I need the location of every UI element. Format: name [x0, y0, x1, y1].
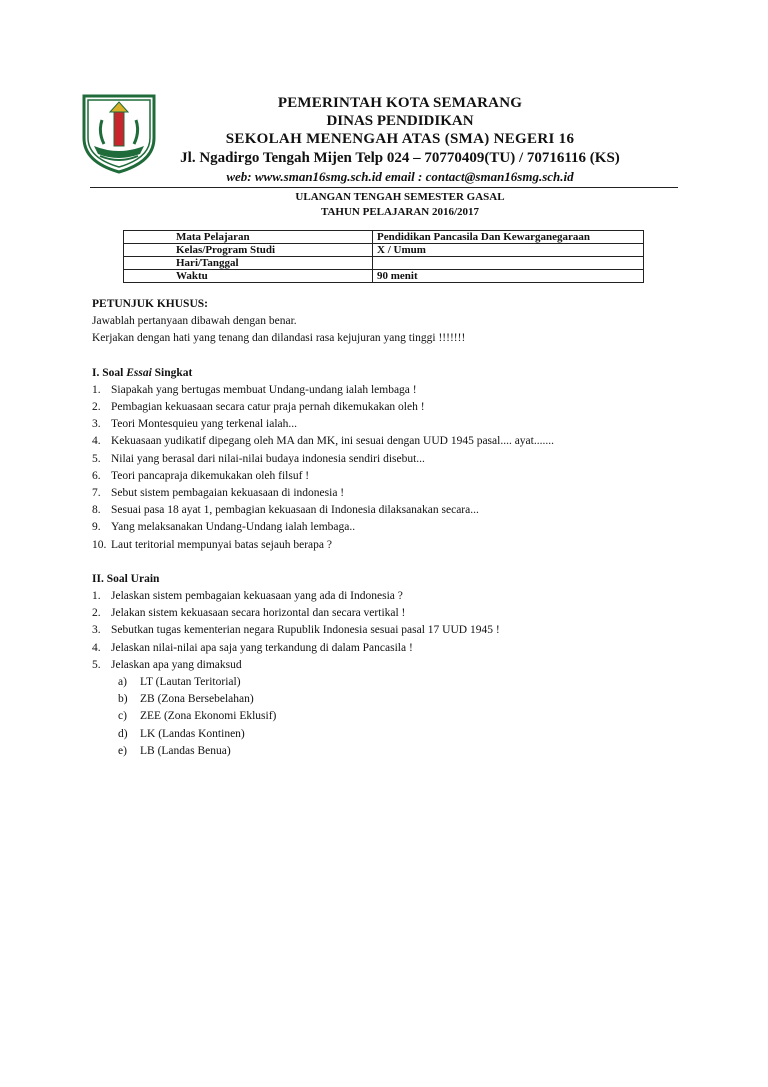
list-item — [92, 485, 692, 502]
list-item — [92, 708, 692, 725]
subitem-text: LB (Landas Benua) — [140, 744, 231, 757]
table-row — [124, 270, 644, 283]
exam-info-table — [123, 230, 644, 283]
question-number: 2. — [92, 401, 101, 414]
subitem-text: LK (Landas Kontinen) — [140, 727, 245, 740]
instruction-line: Jawablah pertanyaan dibawah dengan benar. — [92, 315, 297, 328]
question-number: 1. — [92, 590, 101, 603]
list-item — [92, 691, 692, 708]
section-title-italic: Essai — [126, 366, 152, 379]
list-item — [92, 622, 692, 639]
question-number: 2. — [92, 607, 101, 620]
info-value: X / Umum — [373, 244, 644, 257]
exam-body — [92, 296, 692, 760]
question-text: Yang melaksanakan Undang-Undang ialah lembaga.. — [111, 521, 356, 534]
subitem-letter: b) — [118, 693, 128, 706]
list-item — [92, 399, 692, 416]
list-item — [92, 468, 692, 485]
table-row — [124, 231, 644, 244]
exam-heading — [160, 190, 640, 220]
question-text: Laut teritorial mempunyai batas sejauh berapa ? — [111, 538, 332, 551]
list-item — [92, 451, 692, 468]
list-item — [92, 605, 692, 622]
list-item — [92, 674, 692, 691]
list-item — [92, 433, 692, 450]
info-value — [373, 257, 644, 270]
question-text: Jelakan sistem kekuasaan secara horizontal dan secara vertikal ! — [111, 607, 406, 620]
list-item — [92, 416, 692, 433]
question-number: 3. — [92, 624, 101, 637]
spacer — [92, 554, 692, 571]
question-text: Jelaskan apa yang dimaksud — [111, 658, 242, 671]
subitem-letter: a) — [118, 676, 127, 689]
question-number: 10. — [92, 538, 107, 551]
question-number: 7. — [92, 487, 101, 500]
department-name: DINAS PENDIDIKAN — [326, 113, 474, 129]
letterhead — [160, 94, 640, 185]
question-text: Pembagian kekuasaan secara catur praja pernah dikemukakan oleh ! — [111, 401, 425, 414]
list-item — [92, 640, 692, 657]
school-address: Jl. Ngadirgo Tengah Mijen Telp 024 – 70770409(TU) / 70716116 (KS) — [180, 150, 620, 166]
question-number: 5. — [92, 452, 101, 465]
instruction-line: Kerjakan dengan hati yang tenang dan dilandasi rasa kejujuran yang tinggi !!!!!!! — [92, 332, 466, 345]
question-number: 8. — [92, 504, 101, 517]
subitem-letter: e) — [118, 744, 127, 757]
list-item — [92, 743, 692, 760]
list-item — [92, 537, 692, 554]
question-text: Sebut sistem pembagaian kekuasaan di indonesia ! — [111, 487, 345, 500]
section-title-prefix: I. Soal — [92, 366, 127, 379]
list-item — [92, 502, 692, 519]
info-value: Pendidikan Pancasila Dan Kewarganegaraan — [373, 231, 644, 244]
list-item — [92, 726, 692, 743]
exam-title: ULANGAN TENGAH SEMESTER GASAL — [295, 191, 505, 203]
instructions-title: PETUNJUK KHUSUS: — [92, 298, 208, 310]
question-number: 1. — [92, 383, 101, 396]
question-number: 9. — [92, 521, 101, 534]
subitem-text: ZB (Zona Bersebelahan) — [140, 693, 254, 706]
question-number: 4. — [92, 641, 101, 654]
school-emblem-icon — [80, 92, 158, 174]
question-number: 4. — [92, 435, 101, 448]
question-text: Jelaskan sistem pembagaian kekuasaan yang ada di Indonesia ? — [111, 590, 403, 603]
info-label: Kelas/Program Studi — [124, 244, 373, 257]
essay-question-list — [92, 382, 692, 554]
section-title-essay — [92, 365, 692, 382]
question-number: 3. — [92, 418, 101, 431]
subitem-text: ZEE (Zona Ekonomi Eklusif) — [140, 710, 277, 723]
info-label: Mata Pelajaran — [124, 231, 373, 244]
section-title-essay-long: II. Soal Urain — [92, 572, 160, 585]
list-item — [92, 382, 692, 399]
long-question-list — [92, 588, 692, 760]
section-title-suffix: Singkat — [151, 366, 193, 379]
subitem-text: LT (Lautan Teritorial) — [140, 676, 241, 689]
list-item — [92, 657, 692, 674]
table-row — [124, 257, 644, 270]
question-text: Siapakah yang bertugas membuat Undang-undang ialah lembaga ! — [111, 383, 417, 396]
question-text: Sesuai pasa 18 ayat 1, pembagian kekuasaan di Indonesia dilaksanakan secara... — [111, 504, 479, 517]
subitem-letter: d) — [118, 727, 128, 740]
list-item — [92, 519, 692, 536]
question-text: Teori pancapraja dikemukakan oleh filsuf ! — [111, 469, 310, 482]
question-number: 6. — [92, 469, 101, 482]
info-label: Hari/Tanggal — [124, 257, 373, 270]
info-label: Waktu — [124, 270, 373, 283]
question-number: 5. — [92, 658, 101, 671]
question-text: Sebutkan tugas kementerian negara Rupublik Indonesia sesuai pasal 17 UUD 1945 ! — [111, 624, 500, 637]
subitem-letter: c) — [118, 710, 127, 723]
exam-year: TAHUN PELAJARAN 2016/2017 — [320, 206, 480, 218]
list-item — [92, 588, 692, 605]
government-name: PEMERINTAH KOTA SEMARANG — [277, 95, 523, 111]
spacer — [92, 348, 692, 365]
question-text: Jelaskan nilai-nilai apa saja yang terkandung di dalam Pancasila ! — [111, 641, 413, 654]
school-name: SEKOLAH MENENGAH ATAS (SMA) NEGERI 16 — [225, 131, 575, 147]
table-row — [124, 244, 644, 257]
question-text: Nilai yang berasal dari nilai-nilai budaya indonesia sendiri disebut... — [111, 452, 425, 465]
school-contact: web: www.sman16smg.sch.id email : contact@sman16smg.sch.id — [226, 169, 574, 184]
info-value: 90 menit — [373, 270, 644, 283]
question-text: Teori Montesquieu yang terkenal ialah... — [111, 418, 298, 431]
letterhead-divider — [90, 187, 678, 188]
question-text: Kekuasaan yudikatif dipegang oleh MA dan MK, ini sesuai dengan UUD 1945 pasal.... ayat....... — [111, 435, 554, 448]
